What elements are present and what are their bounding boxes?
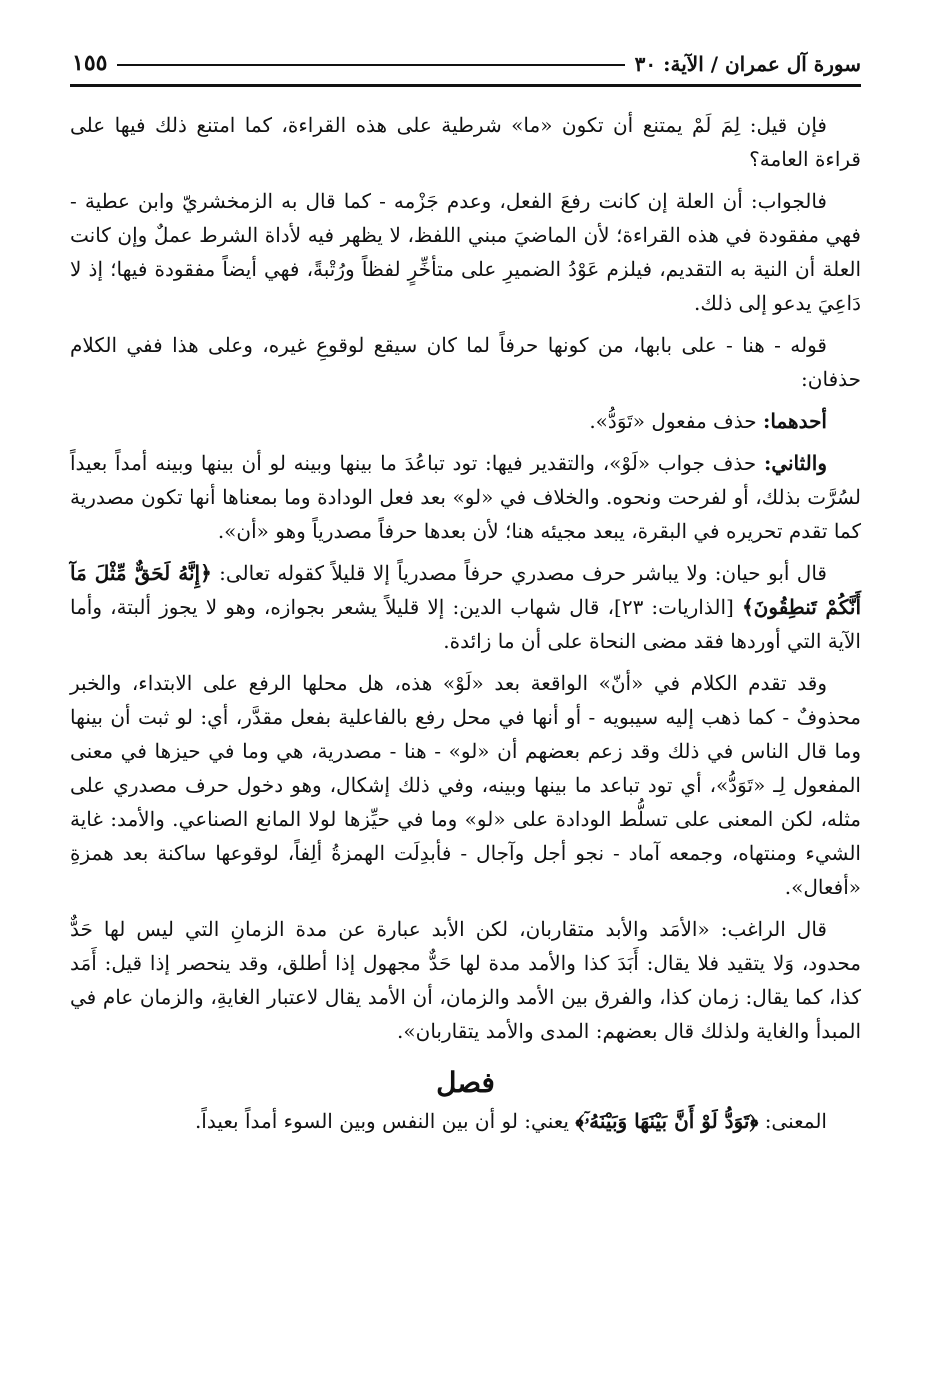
first-lead: أحدهما: xyxy=(762,409,827,433)
paragraph-meaning xyxy=(70,1104,861,1138)
meaning-lead: المعنى: xyxy=(764,1109,827,1133)
paragraph-abu-hayyan xyxy=(70,556,861,658)
page-body xyxy=(70,108,861,1146)
meaning-text: يعني: لو أن بين النفس وبين السوء أمداً بعيداً. xyxy=(194,1109,569,1133)
section-title: فصل xyxy=(436,1066,495,1099)
paragraph-qawluhu: قوله - هنا - على بابها، من كونها حرفاً لما كان سيقع لوقوعِ غيره، وعلى هذا ففي الكلام حذفان: xyxy=(70,333,861,391)
paragraph-kalam: وقد تقدم الكلام في «أنّ» الواقعة بعد «لَوْ» هذه، هل محلها الرفع على الابتداء، والخبر محذوفٌ - كما ذهب إليه سيبويه - أو أنها في محل رفع بالفاعلية بفعل مقدَّر، أي: لو ثبت أن بينها وما قال الناس في ذلك وقد زعم بعضهم أن «لو» - هنا - مصدرية، هي وما في حيزها في معنى المفعول لِـ «تَوَدُّ»، أي تود تباعد ما بينها وبينه، وفي ذلك إشكال، وهو دخول حرف مصدري على مثله، لكن المعنى على تسلُّط الودادة على «لو» وما في حيِّزها لولا المانع الصناعي. والأمد: غاية الشيء ومنتهاه، وجمعه آماد - نجو أجل وآجال - فأبدِلَت الهمزةُ ألِفاً، لوقوعها ساكنة بعد همزةِ «أفعال». xyxy=(70,671,861,899)
paragraph-answer: فالجواب: أن العلة إن كانت رفعَ الفعل، وعدم جَزْمه - كما قال به الزمخشريّ وابن عطية - فهي مفقودة في هذه القراءة؛ لأن الماضيَ مبني اللفظ، لا يظهر فيه لأداة الشرط عملٌ وإن كانت العلة أن النية به التقديم، فيلزم عَوْدُ الضميرِ على متأخِّرٍ لفظاً ورُتْبةً، فهي أيضاً مفقودة فيها؛ إذ لا دَاعِيَ يدعو إلى ذلك. xyxy=(70,189,861,315)
running-title: سورة آل عمران / الآية: ٣٠ xyxy=(634,52,861,76)
header-dash-line xyxy=(117,64,624,66)
paragraph-raghib: قال الراغب: «الأمَد والأبد متقاربان، لكن الأبد عبارة عن مدة الزمانِ التي ليس لها حَدٌّ محدود، وَلا يتقيد فلا يقال: أَبَدَ كذا والأمد مدة لها حَدٌّ مجهول إذا أطلق، وقد ينحصر إذا قيل: أَمَد كذا، كما يقال: زمان كذا، والفرق بين الأمد والزمان، أن الأمد يقال لاعتبار الغايةِ، والزمان عام في المبدأ والغاية ولذلك قال بعضهم: المدى والأمد يتقاربان». xyxy=(70,917,861,1043)
header-rule xyxy=(70,84,861,87)
second-text: حذف جواب «لَوْ»، والتقدير فيها: تود تباعُدَ ما بينها وبينه لو أن بينها وبينه أمداً بعيداً لسُرَّت بذلك، أو لفرحت ونحوه. والخلاف في «لو» بعد فعل الودادة وما بمعناها أنها تكون مصدرية كما تقدم تحريره في البقرة، يبعد مجيئه هنا؛ لأن بعدها حرفاً مصدرياً وهو «أن». xyxy=(70,451,861,543)
abu-hayyan-before: قال أبو حيان: ولا يباشر حرف مصدري حرفاً مصدرياً إلا قليلاً كقوله تعالى: xyxy=(219,561,827,585)
paragraph-first xyxy=(70,404,861,438)
page-number: ١٥٥ xyxy=(72,50,108,76)
quran-verse-tawaddu: ﴿تَوَدُّ لَوْ أَنَّ بَيْنَهَا وَبَيْنَهُۥٓ﴾ xyxy=(575,1109,759,1133)
first-text: حذف مفعول «تَوَدُّ». xyxy=(589,409,757,433)
second-lead: والثاني: xyxy=(763,451,827,475)
page-header xyxy=(72,40,861,80)
paragraph-question: فإن قيل: لِمَ لَمْ يمتنع أن تكون «ما» شرطية على هذه القراءة، كما امتنع ذلك فيها على قراءة العامة؟ xyxy=(70,113,861,171)
abu-hayyan-after: [الذاريات: ٢٣]، قال شهاب الدين: إلا قليلاً يشعر بجوازه، وهو لا يجوز ألبتة، وأما الآية التي أوردها فقد مضى النحاة على أن ما زائدة. xyxy=(70,595,861,653)
paragraph-second xyxy=(70,446,861,548)
quran-verse-dhariyat: ﴿إِنَّهُ لَحَقٌّ مِّثْلَ مَآ أَنَّكُمْ تَنطِقُونَ﴾ xyxy=(70,561,862,619)
